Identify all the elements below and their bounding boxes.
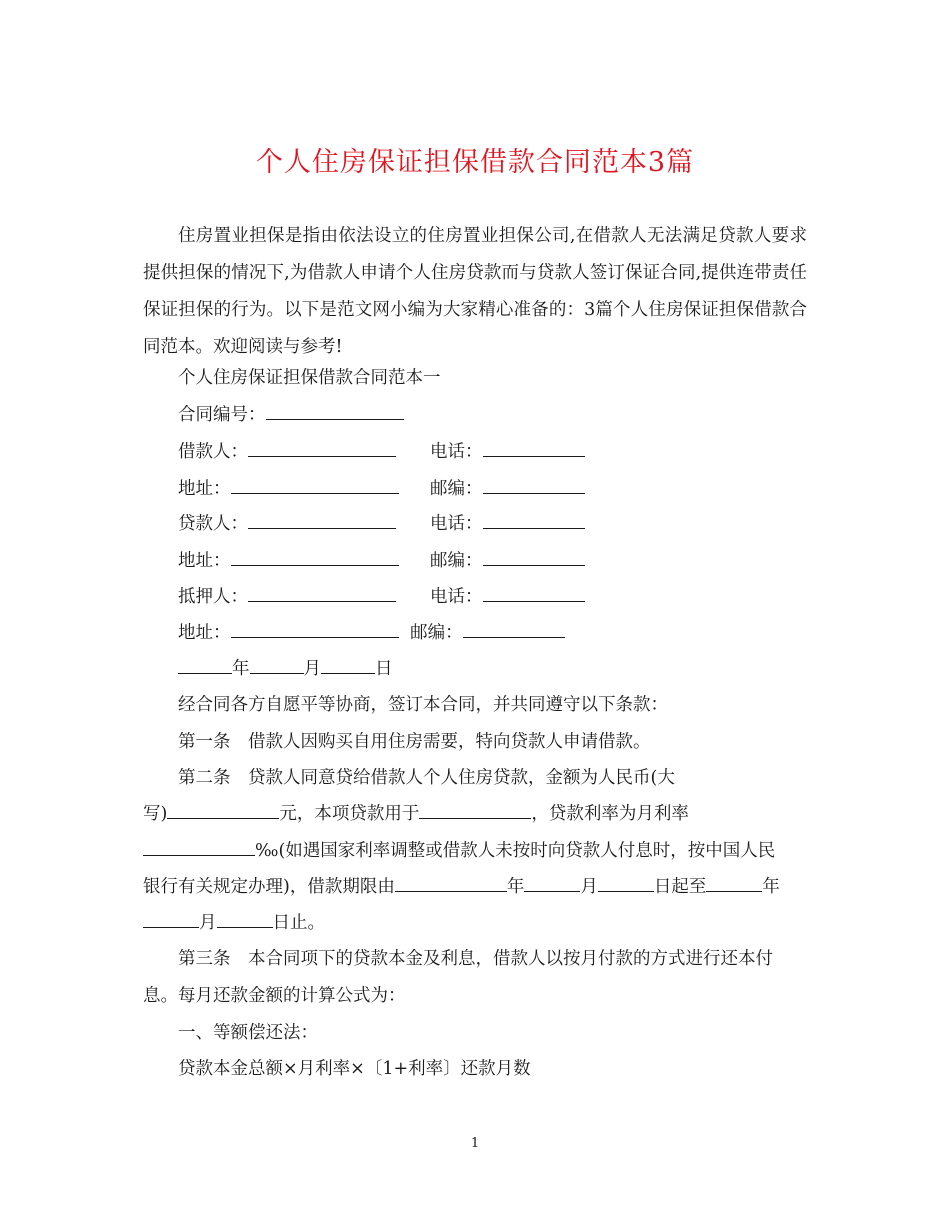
- clause-2-month-label: 月: [580, 877, 598, 897]
- clause-2-text-b: 写): [143, 804, 168, 824]
- mortgagor-row: [178, 585, 396, 609]
- clause-2-line-2: [143, 802, 689, 826]
- mortgagor-phone-blank[interactable]: [483, 587, 585, 602]
- end-day-blank[interactable]: [217, 913, 273, 928]
- page-number: 1: [470, 1136, 480, 1151]
- clause-2-text-c: 元，本项贷款用于: [279, 804, 420, 824]
- start-year-blank[interactable]: [395, 877, 507, 892]
- lender-zip-blank[interactable]: [483, 551, 585, 566]
- borrower-zip-blank[interactable]: [483, 479, 585, 494]
- borrower-phone-blank[interactable]: [483, 442, 585, 457]
- borrower-blank[interactable]: [248, 442, 396, 457]
- end-year-blank[interactable]: [706, 877, 762, 892]
- mortgagor-address-label: 地址：: [178, 623, 231, 643]
- lender-address-row: [178, 549, 399, 573]
- borrower-zip-row: [430, 477, 585, 501]
- document-title: 个人住房保证担保借款合同范本3篇: [255, 147, 695, 178]
- contract-number-label: 合同编号：: [178, 405, 266, 425]
- mortgagor-phone-row: [430, 585, 585, 609]
- lender-row: [178, 512, 396, 536]
- mortgagor-zip-label: 邮编：: [410, 623, 463, 643]
- mortgagor-zip-blank[interactable]: [463, 623, 565, 638]
- lender-blank[interactable]: [248, 514, 396, 529]
- clause-2-line-5: [143, 911, 325, 935]
- clause-2-line-1: 第二条 贷款人同意贷给借款人个人住房贷款，金额为人民币(大: [178, 768, 675, 788]
- borrower-address-blank[interactable]: [231, 479, 399, 494]
- amount-blank[interactable]: [167, 804, 279, 819]
- date-row: [178, 657, 393, 681]
- clause-2-line-4: [143, 875, 780, 899]
- clause-2-text-f: 银行有关规定办理)，借款期限由: [143, 877, 395, 897]
- clause-2-year-label: 年: [506, 877, 525, 897]
- clause-2-day-to-label: 日起至: [653, 877, 707, 897]
- mortgagor-label: 抵押人：: [178, 587, 248, 607]
- rate-blank[interactable]: [143, 841, 255, 856]
- start-month-blank[interactable]: [524, 877, 580, 892]
- borrower-label: 借款人：: [178, 442, 248, 462]
- mortgagor-address-blank[interactable]: [231, 623, 399, 638]
- clause-2-end-month-label: 月: [199, 913, 217, 933]
- end-month-blank[interactable]: [143, 913, 199, 928]
- lender-phone-blank[interactable]: [483, 514, 585, 529]
- formula: 贷款本金总额×月利率×〔1+利率〕还款月数: [178, 1059, 531, 1079]
- borrower-phone-label: 电话：: [430, 442, 483, 462]
- lender-zip-label: 邮编：: [430, 551, 483, 571]
- contract-number-blank[interactable]: [266, 405, 404, 420]
- clause-3: 第三条 本合同项下的贷款本金及利息，借款人以按月付款的方式进行还本付息。每月还款金额的计算公式为：: [143, 949, 773, 1006]
- lender-zip-row: [430, 549, 585, 573]
- date-day-label: 日: [375, 659, 393, 679]
- lender-phone-row: [430, 512, 585, 536]
- date-year-blank[interactable]: [178, 659, 232, 674]
- lender-phone-label: 电话：: [430, 514, 483, 534]
- lender-address-label: 地址：: [178, 551, 231, 571]
- date-year-label: 年: [232, 659, 250, 679]
- clause-2-line-3: [143, 839, 775, 863]
- borrower-row: [178, 440, 396, 464]
- mortgagor-blank[interactable]: [248, 587, 396, 602]
- clause-2-text-e: ‰(如遇国家利率调整或借款人未按时向贷款人付息时，按中国人民: [255, 841, 776, 861]
- start-day-blank[interactable]: [598, 877, 654, 892]
- borrower-address-label: 地址：: [178, 479, 231, 499]
- lender-address-blank[interactable]: [231, 551, 399, 566]
- clause-2-end-day-label: 日止。: [272, 913, 325, 933]
- date-month-blank[interactable]: [250, 659, 304, 674]
- section-title: 个人住房保证担保借款合同范本一: [178, 368, 441, 388]
- clause-1: 第一条 借款人因购买自用住房需要，特向贷款人申请借款。: [178, 732, 651, 752]
- contract-number-row: [178, 403, 404, 427]
- method-1: 一、等额偿还法：: [178, 1023, 318, 1043]
- clause-2-text-d: ，贷款利率为月利率: [531, 804, 689, 824]
- lender-label: 贷款人：: [178, 514, 248, 534]
- date-day-blank[interactable]: [321, 659, 375, 674]
- purpose-blank[interactable]: [419, 804, 531, 819]
- borrower-phone-row: [430, 440, 585, 464]
- intro-paragraph: 住房置业担保是指由依法设立的住房置业担保公司,在借款人无法满足贷款人要求提供担保的情况下,为借款人申请个人住房贷款而与贷款人签订保证合同,提供连带责任保证担保的行为。以下是范文网小编为大家精心准备的：3篇个人住房保证担保借款合同范本。欢迎阅读与参考!: [143, 226, 807, 357]
- mortgagor-address-row: [178, 621, 565, 645]
- date-month-label: 月: [303, 659, 321, 679]
- borrower-address-row: [178, 477, 399, 501]
- borrower-zip-label: 邮编：: [430, 479, 483, 499]
- preamble: 经合同各方自愿平等协商，签订本合同，并共同遵守以下条款：: [178, 695, 668, 715]
- clause-2-end-year-label: 年: [762, 877, 780, 897]
- mortgagor-phone-label: 电话：: [430, 587, 483, 607]
